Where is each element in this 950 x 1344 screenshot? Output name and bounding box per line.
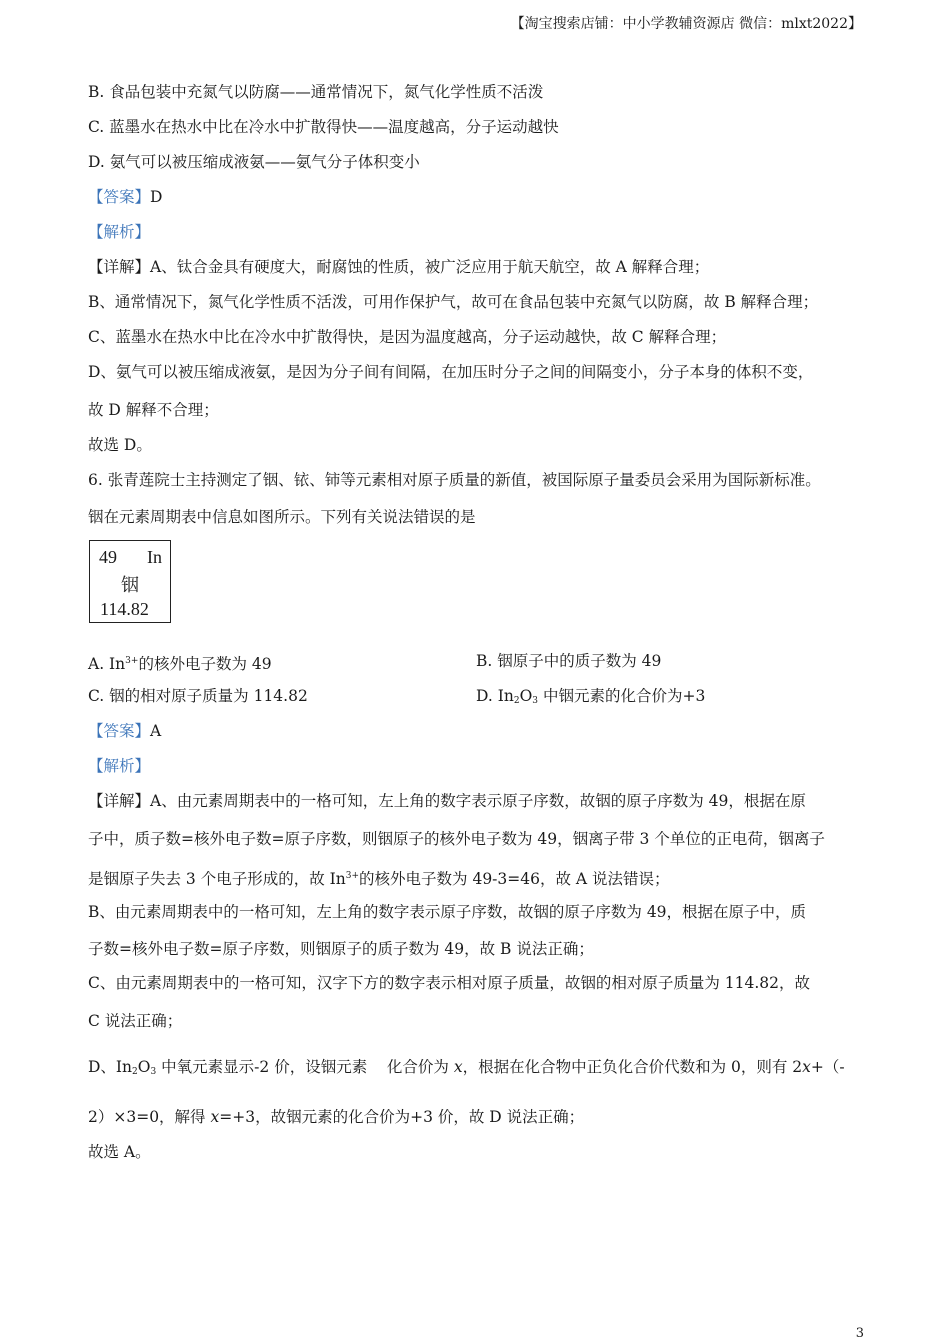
q6-detail-b2: 子数=核外电子数=原子序数，则铟原子的质子数为 49，故 B 说法正确； xyxy=(88,940,594,958)
element-symbol: In xyxy=(147,547,162,567)
answer-value: A xyxy=(150,722,162,740)
q6-stem-2: 铟在元素周期表中信息如图所示。下列有关说法错误的是 xyxy=(88,508,476,526)
q6-stem-1: 6. 张青莲院士主持测定了铟、铱、铈等元素相对原子质量的新值，被国际原子量委员会采用为国际新标准。 xyxy=(88,471,821,489)
analysis-tag: 【解析】 xyxy=(88,757,151,775)
analysis-tag: 【解析】 xyxy=(88,223,151,241)
q6-option-c: C. 铟的相对原子质量为 114.82 xyxy=(88,687,308,705)
answer-tag: 【答案】 xyxy=(88,188,151,206)
q6-detail-a2: 子中，质子数=核外电子数=原子序数，则铟原子的核外电子数为 49，铟离子带 3 个单位的正电荷，铟离子 xyxy=(88,830,825,848)
answer-tag: 【答案】 xyxy=(88,722,151,740)
q5-detail-d2: 故 D 解释不合理； xyxy=(88,401,219,419)
atomic-number: 49 xyxy=(99,547,117,567)
q6-answer xyxy=(88,721,161,741)
element-name: 铟 xyxy=(121,575,139,595)
q5-option-b: B. 食品包装中充氮气以防腐——通常情况下，氮气化学性质不活泼 xyxy=(88,83,544,101)
q6-analysis-tag xyxy=(88,756,150,776)
q6-detail-a3: 是铟原子失去 3 个电子形成的，故 $In^{3+}$的核外电子数为 49-3=46，故 A 说法错误； xyxy=(88,870,670,888)
detail-tag: 【详解】 xyxy=(88,258,151,276)
q6-detail-d2: 2）×3=0，解得 x=+3，故铟元素的化合价为+3 价，故 D 说法正确； xyxy=(88,1108,585,1126)
watermark-header: 【淘宝搜索店铺：中小学教辅资源店 微信：mlxt2022】 xyxy=(510,16,862,32)
answer-value: D xyxy=(150,188,163,206)
element-card-indium xyxy=(89,540,171,623)
detail-tag: 【详解】 xyxy=(88,792,151,810)
q6-detail-c1: C、由元素周期表中的一格可知，汉字下方的数字表示相对原子质量，故铟的相对原子质量为 114.82，故 xyxy=(88,974,811,992)
q5-option-c: C. 蓝墨水在热水中比在冷水中扩散得快——温度越高，分子运动越快 xyxy=(88,118,559,136)
q6-option-b: B. 铟原子中的质子数为 49 xyxy=(476,652,662,670)
q6-option-d: D. $In_2O_3$ 中铟元素的化合价为+3 xyxy=(476,687,706,706)
q5-detail-c: C、蓝墨水在热水中比在冷水中扩散得快，是因为温度越高，分子运动越快，故 C 解释合理； xyxy=(88,328,727,346)
q5-detail-a: 【详解】A、钛合金具有硬度大，耐腐蚀的性质，被广泛应用于航天航空，故 A 解释合理； xyxy=(88,258,710,276)
page-number: 3 xyxy=(855,1326,864,1341)
q6-detail-d1: D、$In_2O_3$ 中氧元素显示-2 价，设铟元素 化合价为 x，根据在化合物中正负化合价代数和为 0，则有 2x+（- xyxy=(88,1058,845,1077)
q5-conclusion: 故选 D。 xyxy=(88,436,152,454)
q5-analysis-tag xyxy=(88,222,150,242)
q6-detail-b1: B、由元素周期表中的一格可知，左上角的数字表示原子序数，故铟的原子序数为 49，根据在原子中，质 xyxy=(88,903,807,921)
q5-answer xyxy=(88,187,162,207)
atomic-mass: 114.82 xyxy=(100,599,149,619)
q6-option-a: A. $In^{3+}$的核外电子数为 49 xyxy=(88,655,272,673)
q5-option-d: D. 氨气可以被压缩成液氨——氨气分子体积变小 xyxy=(88,153,420,171)
q5-detail-b: B、通常情况下，氮气化学性质不活泼，可用作保护气，故可在食品包装中充氮气以防腐，故 B 解释合理； xyxy=(88,293,819,311)
q5-detail-d1: D、氨气可以被压缩成液氨，是因为分子间有间隔，在加压时分子之间的间隔变小，分子本身的体积不变， xyxy=(88,363,814,381)
q6-conclusion: 故选 A。 xyxy=(88,1143,151,1161)
q6-detail-a1: 【详解】A、由元素周期表中的一格可知，左上角的数字表示原子序数，故铟的原子序数为 49，根据在原 xyxy=(88,792,806,810)
q6-detail-c2: C 说法正确； xyxy=(88,1012,183,1030)
